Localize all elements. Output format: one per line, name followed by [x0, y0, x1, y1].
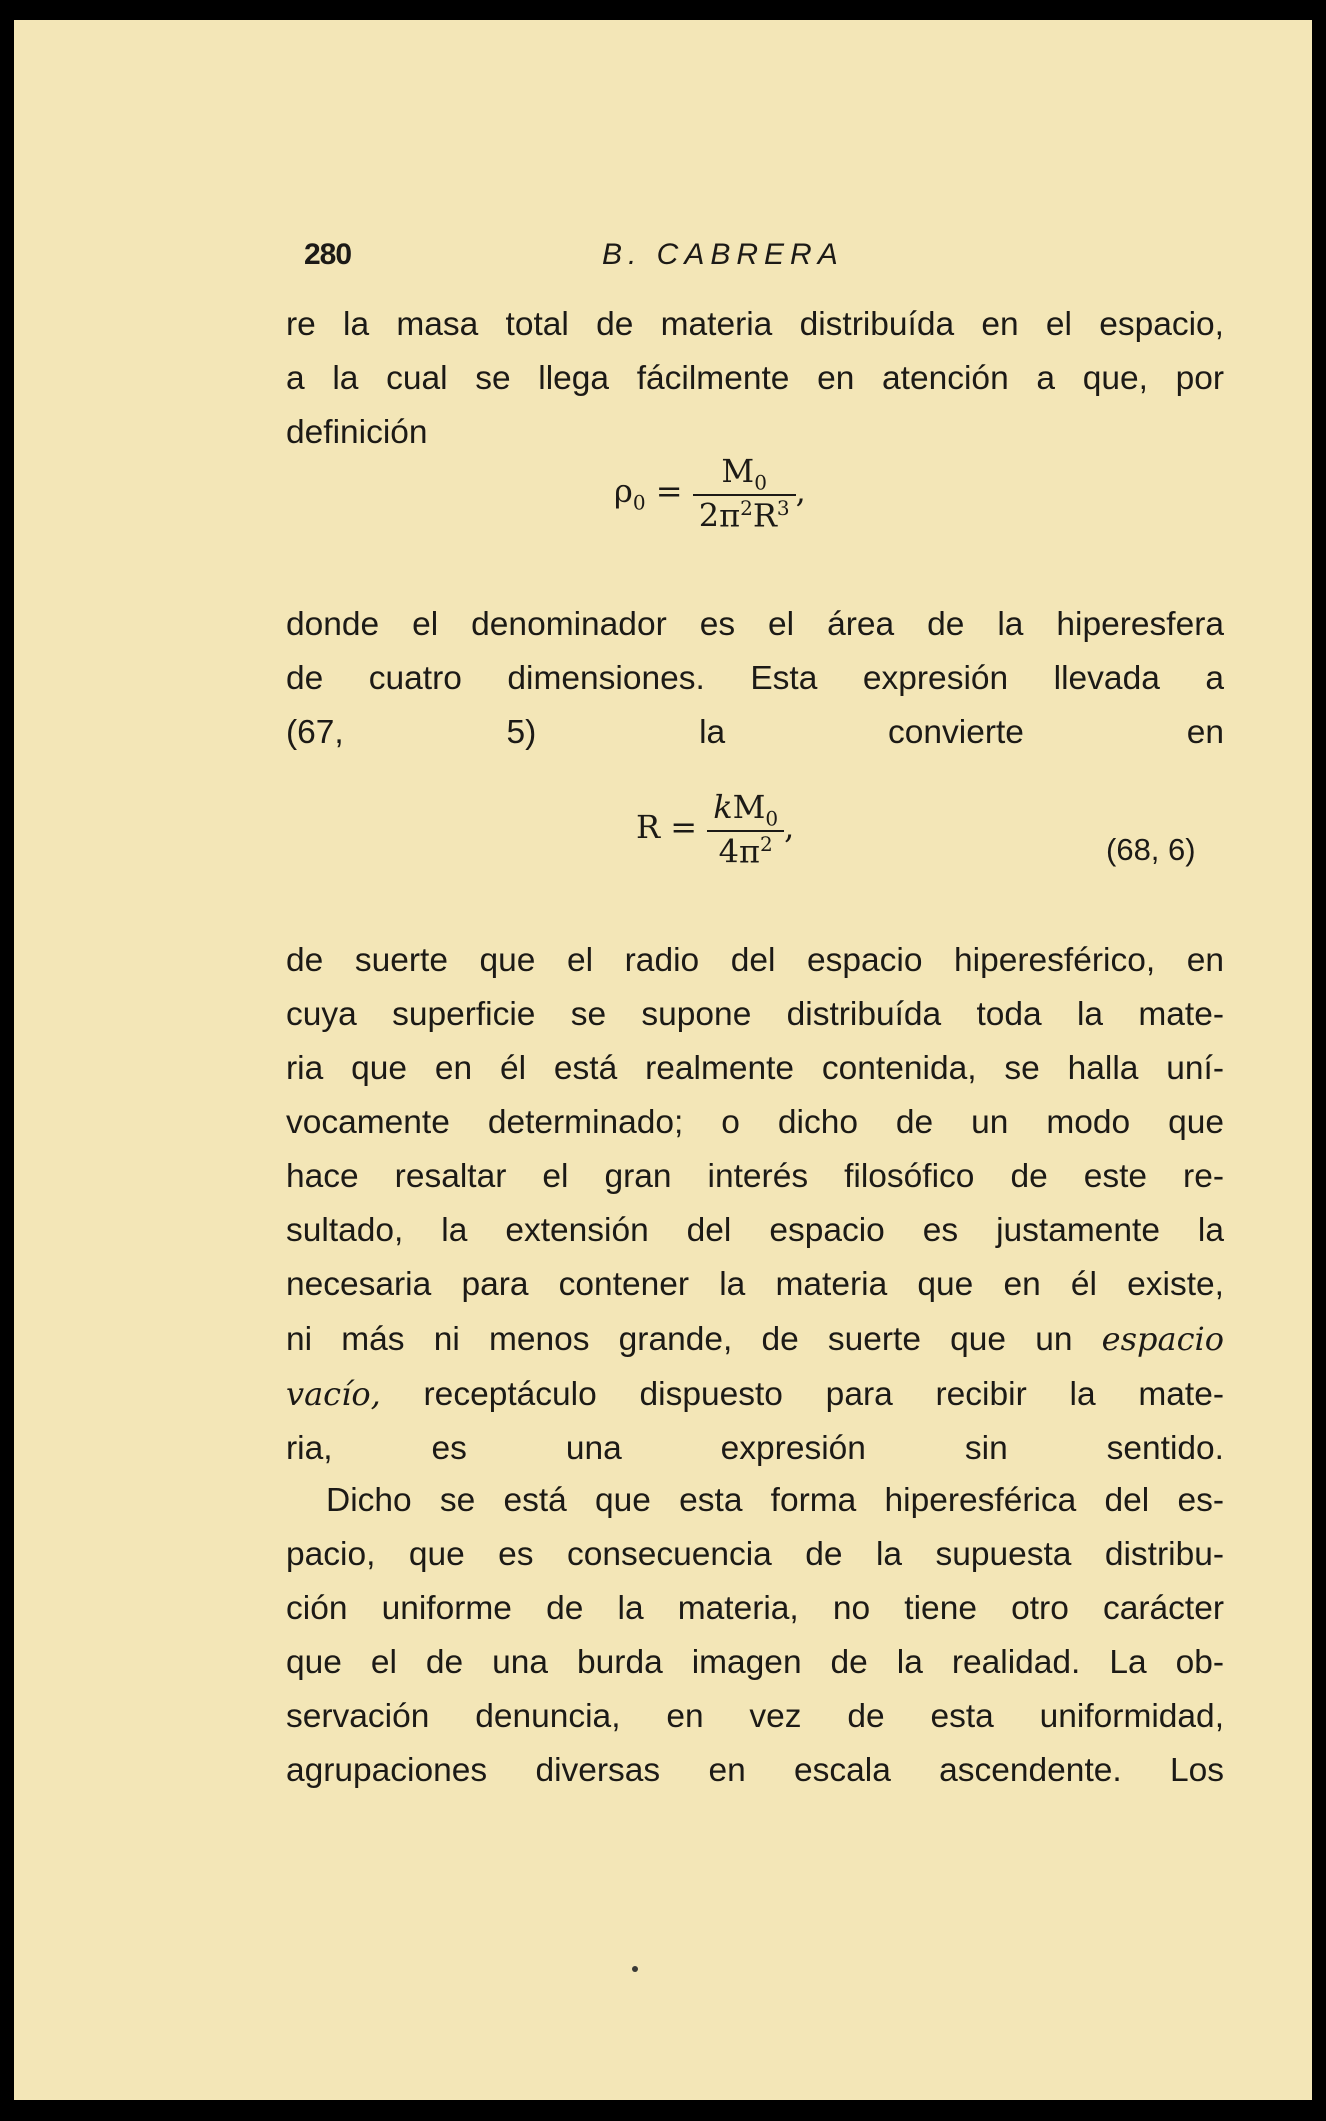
- text-line: cuya superficie se supone distribuída toda la mate-: [286, 996, 1224, 1033]
- paragraph-2: [286, 598, 1224, 760]
- ink-speck: [632, 1966, 638, 1972]
- text-line: agrupaciones diversas en escala ascendente. Los: [286, 1752, 1224, 1789]
- text-line: ción uniforme de la materia, no tiene otro carácter: [286, 1590, 1224, 1627]
- text-line: ria que en él está realmente contenida, se halla uní-: [286, 1050, 1224, 1087]
- equation-density: [614, 452, 806, 535]
- text-line: sultado, la extensión del espacio es justamente la: [286, 1212, 1224, 1249]
- text-line: de cuatro dimensiones. Esta expresión llevada a: [286, 660, 1224, 697]
- text-line: necesaria para contener la materia que en él existe,: [286, 1266, 1224, 1303]
- text-line: (67, 5) la convierte en: [286, 714, 1224, 751]
- text-line: vocamente determinado; o dicho de un modo que: [286, 1104, 1224, 1141]
- page-header: [304, 238, 1174, 278]
- running-head: B. CABRERA: [602, 238, 844, 271]
- text-line: hace resaltar el gran interés filosófico de este re-: [286, 1158, 1224, 1195]
- text-line: ria, es una expresión sin sentido.: [286, 1430, 1224, 1467]
- eq1-lhs: $\rho_0$: [614, 472, 646, 515]
- italic-word: vacío,: [286, 1375, 381, 1413]
- text-line: Dicho se está que esta forma hiperesférica del es-: [326, 1482, 1224, 1519]
- equation-radius: [636, 788, 794, 871]
- text-line: definición: [286, 414, 428, 451]
- text-line-with-italic: ni más ni menos grande, de suerte que un espacio: [286, 1320, 1224, 1358]
- text-line: donde el denominador es el área de la hiperesfera: [286, 606, 1224, 643]
- eq2-denominator: $4\pi^2$: [707, 830, 784, 871]
- eq1-equals: =: [655, 472, 683, 511]
- eq1-fraction: [693, 452, 796, 535]
- text-line: a la cual se llega fácilmente en atención a que, por: [286, 360, 1224, 397]
- italic-word: espacio: [1101, 1320, 1224, 1358]
- text-line: que el de una burda imagen de la realidad. La ob-: [286, 1644, 1224, 1681]
- book-page: [14, 20, 1312, 2100]
- eq2-comma: ,: [784, 808, 795, 847]
- eq1-comma: ,: [795, 472, 806, 511]
- text-line: servación denuncia, en vez de esta uniformidad,: [286, 1698, 1224, 1735]
- text-line: de suerte que el radio del espacio hiperesférico, en: [286, 942, 1224, 979]
- eq2-numerator: $kM_0$: [713, 788, 779, 831]
- text-line-with-italic: vacío, receptáculo dispuesto para recibir la mate-: [286, 1375, 1224, 1413]
- eq2-lhs: R: [636, 808, 661, 847]
- page-number: 280: [304, 238, 352, 271]
- eq1-numerator: $M_0$: [721, 452, 767, 495]
- eq2-fraction: [707, 788, 784, 871]
- paragraph-3: [286, 934, 1224, 1476]
- text-line: re la masa total de materia distribuída en el espacio,: [286, 306, 1224, 343]
- eq1-denominator: $2\pi^2R^3$: [693, 494, 796, 535]
- paragraph-1: [286, 298, 1224, 460]
- text-line: pacio, que es consecuencia de la supuesta distribu-: [286, 1536, 1224, 1573]
- eq2-equals: =: [670, 808, 698, 847]
- equation-number: (68, 6): [1106, 832, 1196, 867]
- paragraph-4: [286, 1474, 1224, 1798]
